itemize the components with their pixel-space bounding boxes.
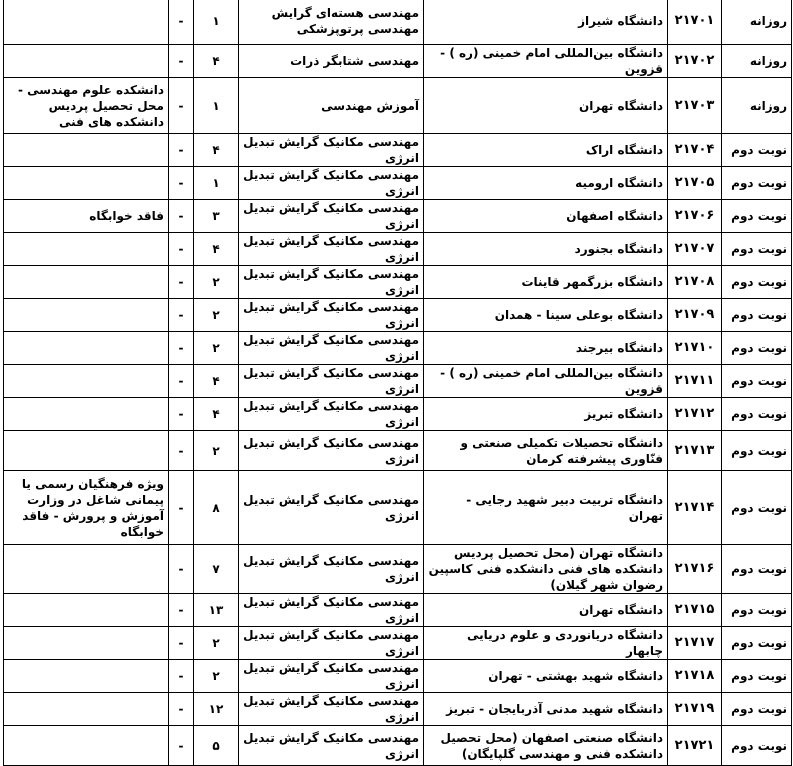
university-cell: دانشگاه ارومیه	[424, 167, 668, 200]
table-row	[4, 332, 792, 365]
university-cell: دانشگاه تهران	[424, 78, 668, 134]
field-of-study-cell: مهندسی شتابگر ذرات	[239, 45, 424, 78]
field-of-study-cell: مهندسی مکانیک گرایش تبدیل انرژی	[239, 266, 424, 299]
dash-cell: -	[169, 365, 194, 398]
program-type-cell: نوبت دوم	[722, 332, 792, 365]
notes-cell: ویژه فرهنگیان رسمی یا پیمانی شاغل در وزارت آموزش و پرورش - فاقد خوابگاه	[4, 471, 169, 545]
dash-cell: -	[169, 594, 194, 627]
program-code-cell: ۲۱۷۱۶	[668, 545, 722, 594]
table-row	[4, 299, 792, 332]
field-of-study-cell: مهندسی مکانیک گرایش تبدیل انرژی	[239, 167, 424, 200]
dash-cell: -	[169, 233, 194, 266]
dash-cell: -	[169, 200, 194, 233]
university-cell: دانشگاه تبریز	[424, 398, 668, 431]
program-type-cell: نوبت دوم	[722, 431, 792, 471]
dash-cell: -	[169, 134, 194, 167]
university-cell: دانشگاه اصفهان	[424, 200, 668, 233]
table-row	[4, 45, 792, 78]
program-code-cell: ۲۱۷۰۷	[668, 233, 722, 266]
dash-cell: -	[169, 398, 194, 431]
program-type-cell: نوبت دوم	[722, 134, 792, 167]
university-cell: دانشگاه تهران (محل تحصیل پردیس دانشکده های فنی دانشکده فنی کاسپین رضوان شهر گیلان)	[424, 545, 668, 594]
university-cell: دانشگاه بیرجند	[424, 332, 668, 365]
table-row	[4, 431, 792, 471]
field-of-study-cell: مهندسی مکانیک گرایش تبدیل انرژی	[239, 299, 424, 332]
notes-cell	[4, 594, 169, 627]
program-code-cell: ۲۱۷۱۹	[668, 693, 722, 726]
table-row	[4, 134, 792, 167]
program-type-cell: نوبت دوم	[722, 545, 792, 594]
notes-cell	[4, 332, 169, 365]
field-of-study-cell: مهندسی مکانیک گرایش تبدیل انرژی	[239, 627, 424, 660]
program-type-cell: نوبت دوم	[722, 266, 792, 299]
program-code-cell: ۲۱۷۲۱	[668, 726, 722, 766]
program-type-cell: روزانه	[722, 0, 792, 45]
capacity-cell: ۱	[194, 0, 239, 45]
table-row	[4, 726, 792, 766]
dash-cell: -	[169, 431, 194, 471]
notes-cell	[4, 266, 169, 299]
university-cell: دانشگاه شیراز	[424, 0, 668, 45]
capacity-cell: ۵	[194, 726, 239, 766]
table-row	[4, 471, 792, 545]
table-row	[4, 594, 792, 627]
university-cell: دانشگاه تحصیلات تکمیلی صنعتی و فنّاوری پیشرفته کرمان	[424, 431, 668, 471]
program-type-cell: نوبت دوم	[722, 726, 792, 766]
dash-cell: -	[169, 45, 194, 78]
notes-cell	[4, 233, 169, 266]
table-row	[4, 167, 792, 200]
program-type-cell: نوبت دوم	[722, 627, 792, 660]
program-type-cell: نوبت دوم	[722, 693, 792, 726]
field-of-study-cell: مهندسی هسته‌ای گرایش مهندسی پرتوپزشکی	[239, 0, 424, 45]
program-type-cell: نوبت دوم	[722, 299, 792, 332]
university-cell: دانشگاه اراک	[424, 134, 668, 167]
program-code-cell: ۲۱۷۰۳	[668, 78, 722, 134]
capacity-cell: ۲	[194, 627, 239, 660]
dash-cell: -	[169, 660, 194, 693]
dash-cell: -	[169, 299, 194, 332]
capacity-cell: ۲	[194, 332, 239, 365]
program-type-cell: نوبت دوم	[722, 365, 792, 398]
capacity-cell: ۱	[194, 78, 239, 134]
table-row	[4, 78, 792, 134]
notes-cell	[4, 398, 169, 431]
university-cell: دانشگاه بوعلی سینا - همدان	[424, 299, 668, 332]
program-code-cell: ۲۱۷۱۱	[668, 365, 722, 398]
program-code-cell: ۲۱۷۱۲	[668, 398, 722, 431]
dash-cell: -	[169, 545, 194, 594]
program-type-cell: نوبت دوم	[722, 594, 792, 627]
program-type-cell: روزانه	[722, 78, 792, 134]
capacity-cell: ۴	[194, 45, 239, 78]
table-row	[4, 398, 792, 431]
notes-cell	[4, 693, 169, 726]
table-row	[4, 266, 792, 299]
notes-cell	[4, 45, 169, 78]
program-code-cell: ۲۱۷۱۷	[668, 627, 722, 660]
capacity-cell: ۴	[194, 233, 239, 266]
capacity-cell: ۲	[194, 299, 239, 332]
field-of-study-cell: مهندسی مکانیک گرایش تبدیل انرژی	[239, 233, 424, 266]
capacity-cell: ۲	[194, 266, 239, 299]
university-cell: دانشگاه تربیت دبیر شهید رجایی - تهران	[424, 471, 668, 545]
program-code-cell: ۲۱۷۱۴	[668, 471, 722, 545]
program-code-cell: ۲۱۷۱۰	[668, 332, 722, 365]
program-code-cell: ۲۱۷۰۸	[668, 266, 722, 299]
capacity-cell: ۴	[194, 398, 239, 431]
field-of-study-cell: مهندسی مکانیک گرایش تبدیل انرژی	[239, 726, 424, 766]
program-type-cell: نوبت دوم	[722, 398, 792, 431]
dash-cell: -	[169, 167, 194, 200]
dash-cell: -	[169, 332, 194, 365]
capacity-cell: ۱۲	[194, 693, 239, 726]
university-cell: دانشگاه دریانوردی و علوم دریایی چابهار	[424, 627, 668, 660]
university-cell: دانشگاه شهید بهشتی - تهران	[424, 660, 668, 693]
university-cell: دانشگاه تهران	[424, 594, 668, 627]
program-type-cell: نوبت دوم	[722, 471, 792, 545]
university-cell: دانشگاه شهید مدنی آذربایجان - تبریز	[424, 693, 668, 726]
table-row	[4, 200, 792, 233]
notes-cell	[4, 0, 169, 45]
program-type-cell: نوبت دوم	[722, 167, 792, 200]
university-cell: دانشگاه صنعتی اصفهان (محل تحصیل دانشکده فنی و مهندسی گلپایگان)	[424, 726, 668, 766]
capacity-cell: ۴	[194, 365, 239, 398]
notes-cell: فاقد خوابگاه	[4, 200, 169, 233]
program-type-cell: نوبت دوم	[722, 233, 792, 266]
capacity-cell: ۷	[194, 545, 239, 594]
field-of-study-cell: مهندسی مکانیک گرایش تبدیل انرژی	[239, 693, 424, 726]
capacity-cell: ۱	[194, 167, 239, 200]
field-of-study-cell: مهندسی مکانیک گرایش تبدیل انرژی	[239, 134, 424, 167]
capacity-cell: ۲	[194, 660, 239, 693]
table-row	[4, 627, 792, 660]
dash-cell: -	[169, 78, 194, 134]
admissions-table	[3, 0, 792, 766]
program-code-cell: ۲۱۷۰۹	[668, 299, 722, 332]
capacity-cell: ۳	[194, 200, 239, 233]
program-type-cell: روزانه	[722, 45, 792, 78]
table-row	[4, 660, 792, 693]
dash-cell: -	[169, 0, 194, 45]
notes-cell	[4, 545, 169, 594]
program-code-cell: ۲۱۷۱۵	[668, 594, 722, 627]
table-row	[4, 365, 792, 398]
program-type-cell: نوبت دوم	[722, 660, 792, 693]
field-of-study-cell: مهندسی مکانیک گرایش تبدیل انرژی	[239, 594, 424, 627]
table-row	[4, 233, 792, 266]
field-of-study-cell: مهندسی مکانیک گرایش تبدیل انرژی	[239, 660, 424, 693]
field-of-study-cell: مهندسی مکانیک گرایش تبدیل انرژی	[239, 332, 424, 365]
capacity-cell: ۲	[194, 431, 239, 471]
dash-cell: -	[169, 266, 194, 299]
university-cell: دانشگاه بین‌المللی امام خمینی (ره ) - قزوین	[424, 45, 668, 78]
table-row	[4, 693, 792, 726]
notes-cell	[4, 431, 169, 471]
notes-cell	[4, 365, 169, 398]
capacity-cell: ۱۳	[194, 594, 239, 627]
field-of-study-cell: مهندسی مکانیک گرایش تبدیل انرژی	[239, 365, 424, 398]
program-code-cell: ۲۱۷۰۶	[668, 200, 722, 233]
field-of-study-cell: مهندسی مکانیک گرایش تبدیل انرژی	[239, 200, 424, 233]
table-row	[4, 545, 792, 594]
university-cell: دانشگاه بزرگمهر قاینات	[424, 266, 668, 299]
university-cell: دانشگاه بجنورد	[424, 233, 668, 266]
university-cell: دانشگاه بین‌المللی امام خمینی (ره ) - قزوین	[424, 365, 668, 398]
program-code-cell: ۲۱۷۰۲	[668, 45, 722, 78]
field-of-study-cell: مهندسی مکانیک گرایش تبدیل انرژی	[239, 471, 424, 545]
notes-cell	[4, 627, 169, 660]
notes-cell	[4, 660, 169, 693]
field-of-study-cell: آموزش مهندسی	[239, 78, 424, 134]
notes-cell: دانشکده علوم مهندسی - محل تحصیل پردیس دانشکده های فنی	[4, 78, 169, 134]
notes-cell	[4, 726, 169, 766]
notes-cell	[4, 167, 169, 200]
dash-cell: -	[169, 693, 194, 726]
table-row	[4, 0, 792, 45]
field-of-study-cell: مهندسی مکانیک گرایش تبدیل انرژی	[239, 431, 424, 471]
program-code-cell: ۲۱۷۱۸	[668, 660, 722, 693]
notes-cell	[4, 299, 169, 332]
program-code-cell: ۲۱۷۰۴	[668, 134, 722, 167]
dash-cell: -	[169, 627, 194, 660]
capacity-cell: ۸	[194, 471, 239, 545]
dash-cell: -	[169, 471, 194, 545]
program-code-cell: ۲۱۷۱۳	[668, 431, 722, 471]
field-of-study-cell: مهندسی مکانیک گرایش تبدیل انرژی	[239, 545, 424, 594]
capacity-cell: ۴	[194, 134, 239, 167]
dash-cell: -	[169, 726, 194, 766]
program-type-cell: نوبت دوم	[722, 200, 792, 233]
program-code-cell: ۲۱۷۰۱	[668, 0, 722, 45]
notes-cell	[4, 134, 169, 167]
program-code-cell: ۲۱۷۰۵	[668, 167, 722, 200]
field-of-study-cell: مهندسی مکانیک گرایش تبدیل انرژی	[239, 398, 424, 431]
